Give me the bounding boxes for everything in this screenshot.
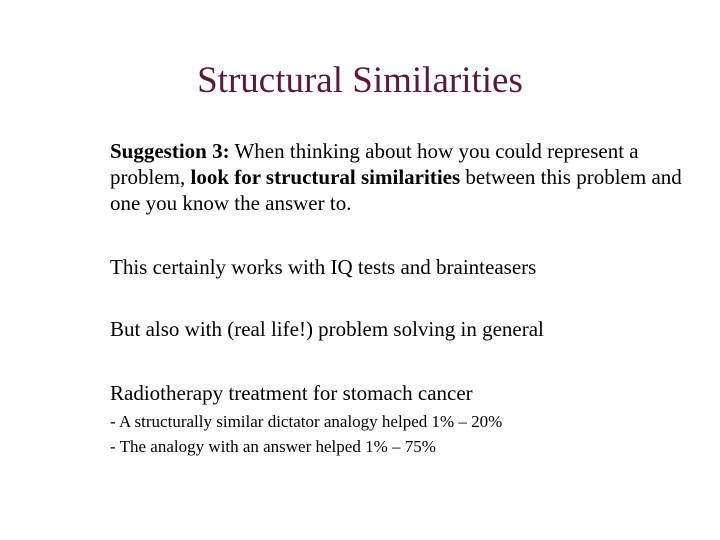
- suggestion-text-b: between this problem and one you know the answer to.: [110, 165, 682, 215]
- suggestion-emphasis: look for structural similarities: [190, 165, 461, 189]
- point-radiotherapy: Radiotherapy treatment for stomach cancer: [110, 381, 473, 405]
- point-iq-tests: This certainly works with IQ tests and brainteasers: [110, 255, 537, 279]
- point-real-life: But also with (real life!) problem solving in general: [110, 317, 544, 341]
- slide-title: Structural Similarities: [197, 60, 523, 101]
- suggestion-text-a: When thinking about how you could represent a problem,: [110, 139, 639, 189]
- suggestion-paragraph: [110, 138, 690, 216]
- sub-point-answer-analogy: - The analogy with an answer helped 1% – 75%: [110, 437, 436, 456]
- suggestion-label: Suggestion 3:: [110, 139, 230, 163]
- sub-point-dictator-analogy: - A structurally similar dictator analogy helped 1% – 20%: [110, 412, 503, 431]
